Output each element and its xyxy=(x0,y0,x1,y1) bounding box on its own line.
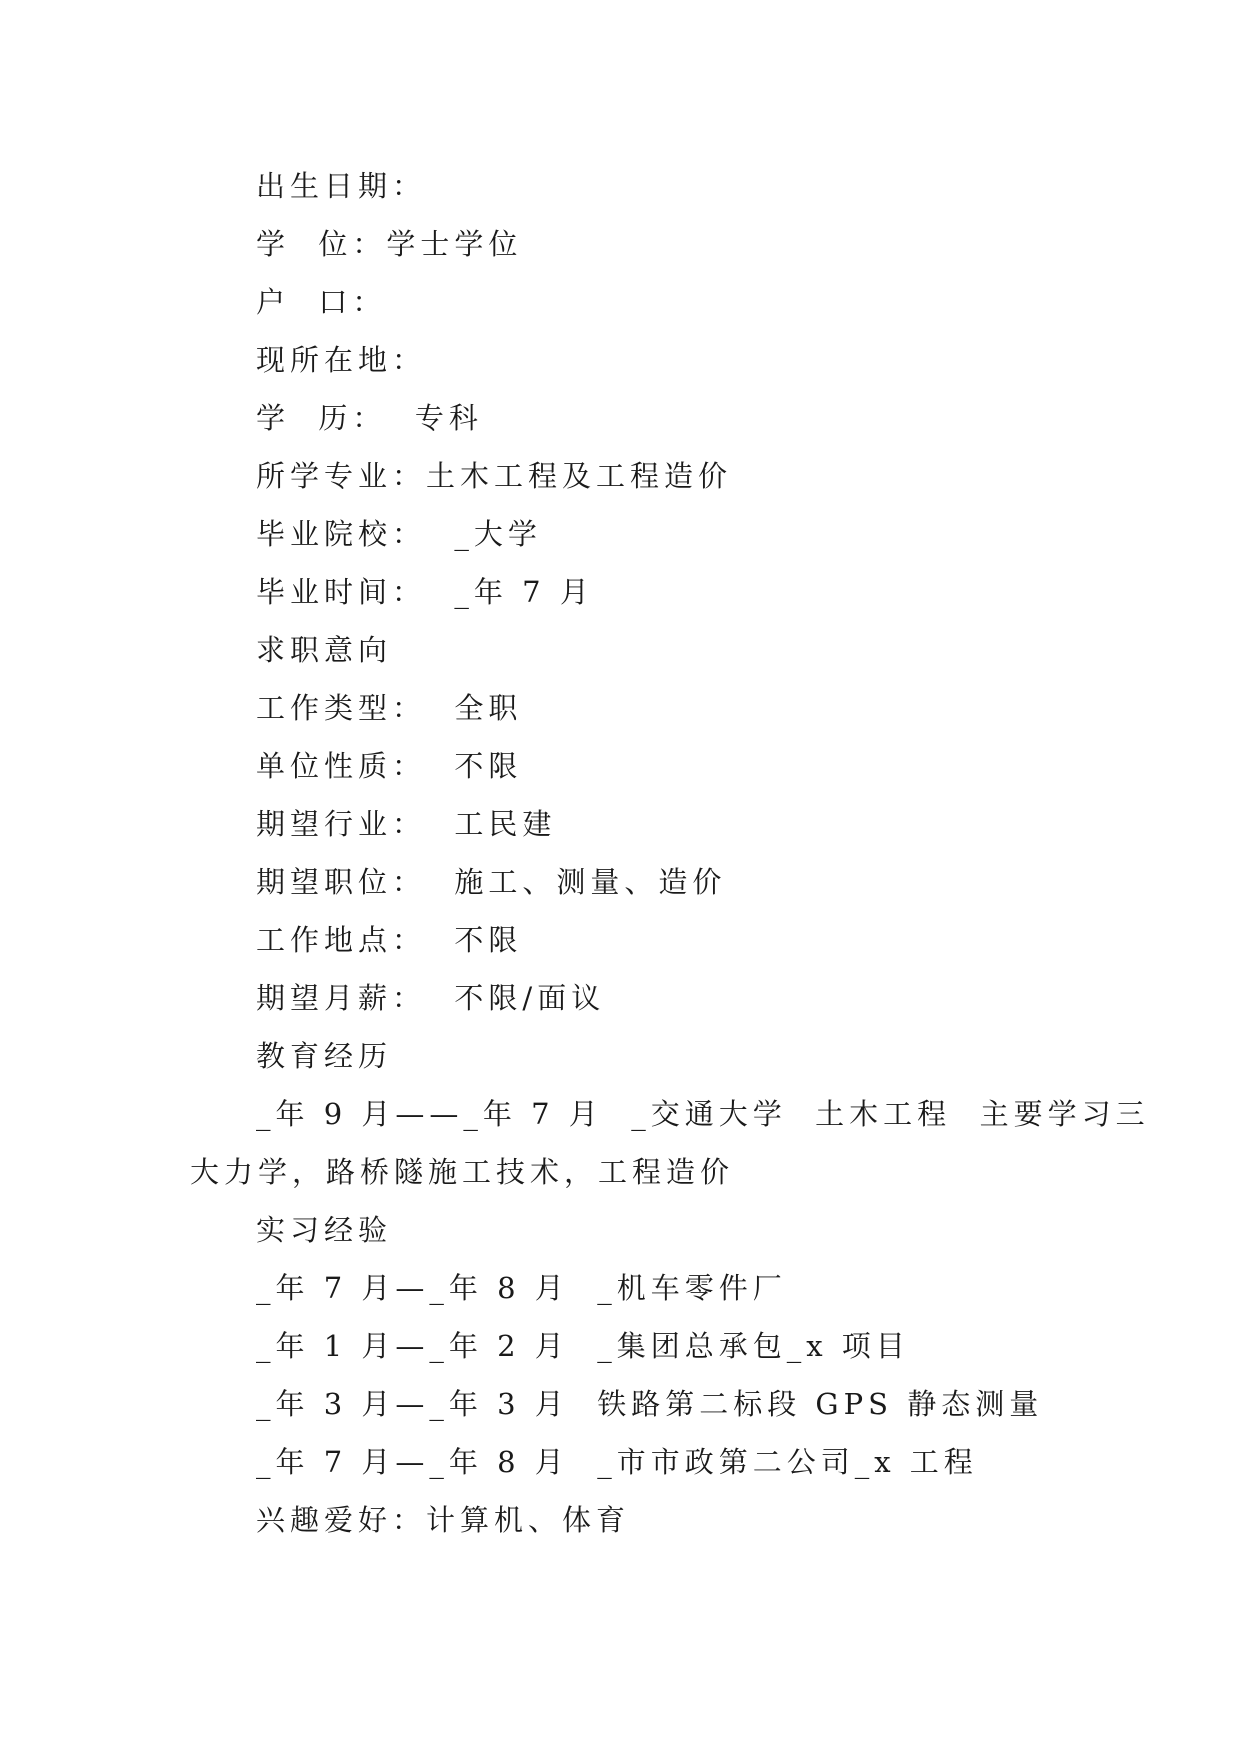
work-location-line: 工作地点： 不限 xyxy=(256,923,523,957)
education-entry-line-2: 大力学，路桥隧施工技术，工程造价 xyxy=(190,1155,735,1189)
expected-position-line: 期望职位： 施工、测量、造价 xyxy=(256,865,727,899)
internship-heading: 实习经验 xyxy=(256,1213,393,1247)
expected-industry-line: 期望行业： 工民建 xyxy=(256,807,557,841)
job-intention-heading: 求职意向 xyxy=(256,633,393,667)
education-entry-line-1: _年 9 月——_年 7 月 _交通大学 土木工程 主要学习三 xyxy=(256,1097,1150,1131)
degree-line: 学 位：学士学位 xyxy=(256,227,523,261)
internship-entry: _年 1 月—_年 2 月 _集团总承包_x 项目 xyxy=(256,1329,910,1363)
expected-salary-line: 期望月薪： 不限/面议 xyxy=(256,981,606,1015)
hobbies-line: 兴趣爱好：计算机、体育 xyxy=(256,1503,631,1537)
internship-entry: _年 7 月—_年 8 月 _市市政第二公司_x 工程 xyxy=(256,1445,978,1479)
birth-date-line: 出生日期： xyxy=(256,169,427,203)
major-line: 所学专业：土木工程及工程造价 xyxy=(256,459,733,493)
current-location-line: 现所在地： xyxy=(256,343,427,377)
household-registration-line: 户 口： xyxy=(256,285,387,319)
education-heading: 教育经历 xyxy=(256,1039,393,1073)
graduate-school-line: 毕业院校： _大学 xyxy=(256,517,542,551)
company-nature-line: 单位性质： 不限 xyxy=(256,749,523,783)
job-type-line: 工作类型： 全职 xyxy=(256,691,523,725)
internship-entry: _年 7 月—_年 8 月 _机车零件厂 xyxy=(256,1271,787,1305)
internship-entry: _年 3 月—_年 3 月 铁路第二标段 GPS 静态测量 xyxy=(256,1387,1044,1421)
education-level-line: 学 历： 专科 xyxy=(256,401,483,435)
graduation-time-line: 毕业时间： _年 7 月 xyxy=(256,575,594,609)
